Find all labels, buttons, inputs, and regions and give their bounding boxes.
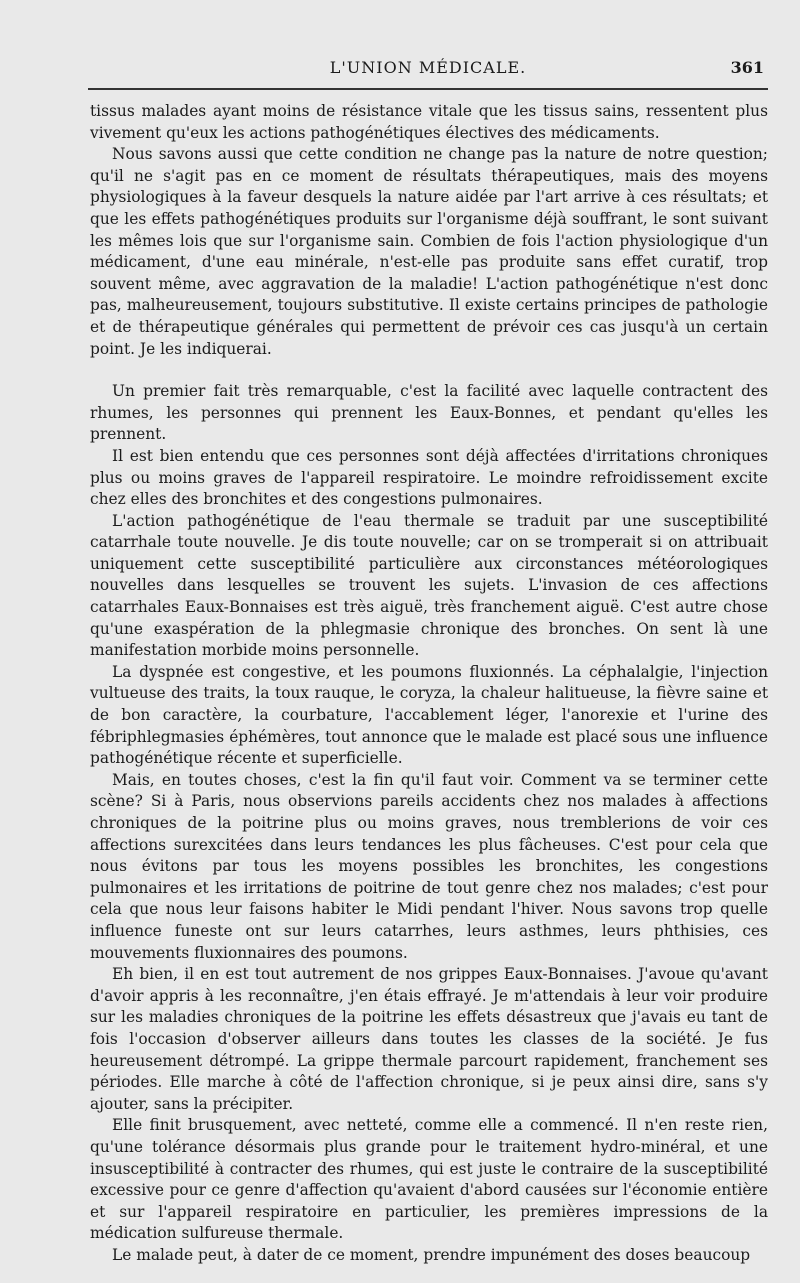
paragraph: Nous savons aussi que cette condition ne change pas la nature de notre question; qu'il ne s'agit pas en ce moment de résultats thérapeutiques, mais des moyens physiologiques à la faveur desquels la nature aidée par l'art arrive à ces résultats; et que les effets pathogénétiques produits sur l'organisme déjà souffrant, le sont suivant les mêmes lois que sur l'organisme sain. Combien de fois l'action physiologique d'un médicament, d'une eau minérale, n'est-elle pas produite sans effet curatif, trop souvent même, avec aggravation de la maladie! L'action pathogénétique n'est donc pas, malheureusement, toujours substitutive. Il existe certains principes de pathologie et de thérapeutique générales qui permettent de prévoir ces cas jusqu'à un certain point. Je les indiquerai.	[90, 145, 768, 358]
paragraph: tissus malades ayant moins de résistance vitale que les tissus sains, ressentent plus vivement qu'eux les actions pathogénétiques électives des médicaments.	[90, 102, 768, 142]
paragraph: Le malade peut, à dater de ce moment, prendre impunément des doses beaucoup	[112, 1245, 751, 1264]
page-number: 361	[730, 58, 764, 77]
paragraph: Eh bien, il en est tout autrement de nos grippes Eaux-Bonnaises. J'avoue qu'avant d'avoir appris à les reconnaître, j'en étais effrayé. Je m'attendais à leur voir produire sur les maladies chroniques de la poitrine les effets désastreux que j'avais eu tant de fois l'occasion d'observer ailleurs dans toutes les classes de la société. Je fus heureusement détrompé. La grippe thermale parcourt rapidement, franchement ses périodes. Elle marche à côté de l'affection chronique, si je peux ainsi dire, sans s'y ajouter, sans la précipiter.	[90, 965, 768, 1113]
running-head	[88, 58, 768, 84]
header-rule	[88, 88, 768, 90]
paragraph: Un premier fait très remarquable, c'est la facilité avec laquelle contractent des rhumes, les personnes qui prennent les Eaux-Bonnes, et pendant qu'elles les prennent.	[90, 382, 768, 444]
journal-title: L'UNION MÉDICALE.	[329, 58, 527, 77]
paragraph: Elle finit brusquement, avec netteté, comme elle a commencé. Il n'en reste rien, qu'une tolérance désormais plus grande pour le traitement hydro-minéral, et une insusceptibilité à contracter des rhumes, qui est juste le contraire de la susceptibilité excessive pour ce genre d'affection qu'avaient d'abord causées sur l'économie entière et sur l'appareil respiratoire en particulier, les premières impressions de la médication sulfureuse thermale.	[90, 1116, 768, 1243]
article-body	[90, 101, 768, 1266]
paragraph: La dyspnée est congestive, et les poumons fluxionnés. La céphalalgie, l'injection vultueuse des traits, la toux rauque, le coryza, la chaleur halitueuse, la fièvre saine et de bon caractère, la courbature, l'accablement léger, l'anorexie et l'urine des fébriphlegmasies éphémères, tout annonce que le malade est placé sous une influence pathogénétique récente et superficielle.	[90, 662, 768, 768]
paragraph: Il est bien entendu que ces personnes sont déjà affectées d'irritations chroniques plus ou moins graves de l'appareil respiratoire. Le moindre refroidissement excite chez elles des bronchites et des congestions pulmonaires.	[90, 446, 768, 509]
paragraph: Mais, en toutes choses, c'est la fin qu'il faut voir. Comment va se terminer cette scène? Si à Paris, nous observions pareils accidents chez nos malades à affections chroniques de la poitrine plus ou moins graves, nous tremblerions de voir ces affections surexcitées dans leurs tendances les plus fâcheuses. C'est pour cela que nous évitons par tous les moyens possibles les bronchites, les congestions pulmonaires et les irritations de poitrine de tout genre chez nos malades; c'est pour cela que nous leur faisons habiter le Midi pendant l'hiver. Nous savons trop quelle influence funeste ont sur leurs catarrhes, leurs asthmes, leurs phthisies, ces mouvements fluxionnaires des poumons.	[90, 770, 768, 962]
paragraph: L'action pathogénétique de l'eau thermale se traduit par une susceptibilité catarrhale toute nouvelle. Je dis toute nouvelle; car on se tromperait si on attribuait uniquement cette susceptibilité particulière aux circonstances météorologiques nouvelles dans lesquelles se trouvent les sujets. L'invasion de ces affections catarrhales Eaux-Bonnaises est très aiguë, très franchement aiguë. C'est autre chose qu'une exaspération de la phlegmasie chronique des bronches. On sent là une manifestation morbide moins personnelle.	[90, 511, 768, 660]
